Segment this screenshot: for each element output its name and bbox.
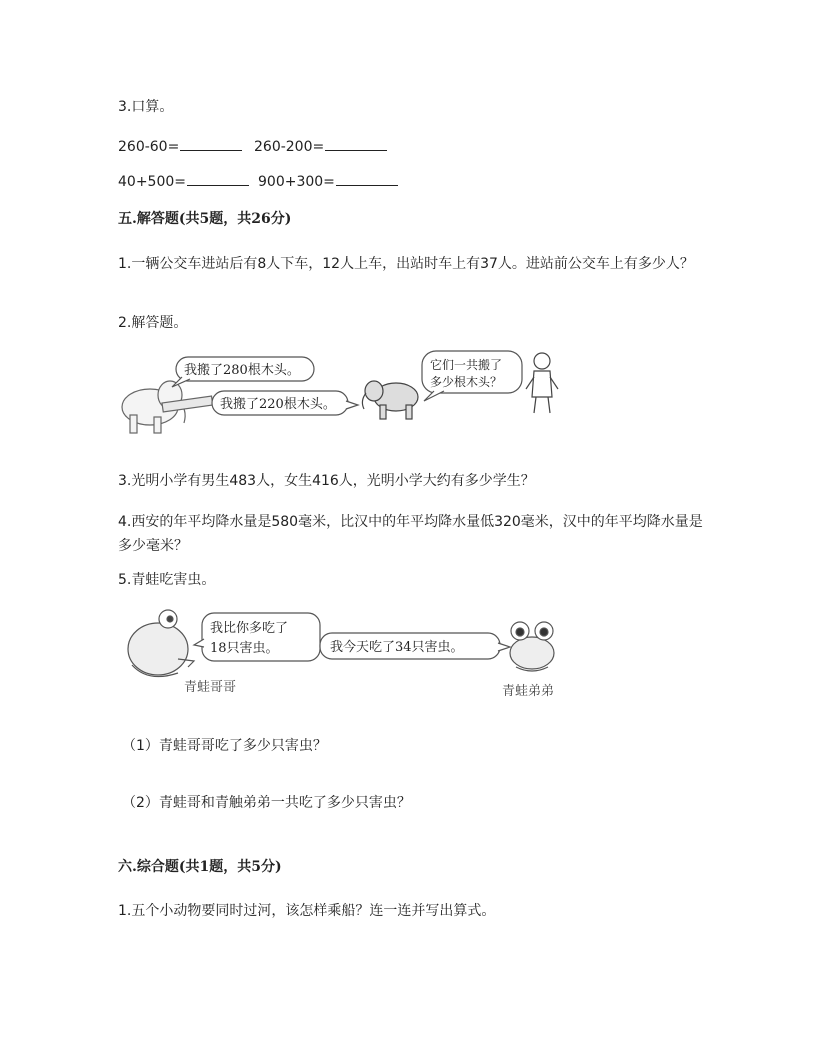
sub-question: （2）青蛙哥和青触弟弟一共吃了多少只害虫？ (122, 795, 411, 811)
section-heading: 六.综合题(共1题，共5分) (118, 859, 282, 875)
frog-label: 青蛙哥哥 (184, 680, 237, 695)
bubble-text: 它们一共搬了 (430, 358, 503, 372)
elephant-icon (362, 381, 418, 419)
arithmetic-item (118, 136, 242, 157)
question-text: 2.解答题。 (118, 315, 188, 331)
bubble-text: 我搬了280根木头。 (184, 363, 300, 378)
bubble-text: 我比你多吃了 (210, 621, 289, 636)
speech-bubble (212, 391, 358, 415)
expression-text: 40+500= (118, 174, 186, 190)
question-text: 4.西安的年平均降水量是580毫米，比汉中的年平均降水量低320毫米，汉中的年平均降水量是多少毫米？ (118, 514, 703, 554)
answer-blank (336, 171, 398, 186)
sub-question: （1）青蛙哥哥吃了多少只害虫？ (122, 738, 327, 754)
bubble-text: 我今天吃了34只害虫。 (330, 640, 464, 655)
answer-blank (187, 171, 249, 186)
question-text: 3.光明小学有男生483人，女生416人，光明小学大约有多少学生？ (118, 473, 535, 489)
frogs-illustration (118, 605, 578, 705)
arithmetic-item (258, 171, 398, 192)
expression-text: 260-60= (118, 139, 180, 155)
speech-bubble (172, 357, 314, 387)
question-text: 1.一辆公交车进站后有8人下车，12人上车，出站时车上有37人。进站前公交车上有多少人？ (118, 256, 694, 272)
expression-text: 900+300= (258, 174, 335, 190)
frog-icon (128, 610, 194, 677)
question-title: 3.口算。 (118, 99, 174, 115)
frog-icon (510, 622, 554, 671)
arithmetic-item (118, 171, 249, 192)
answer-blank (325, 136, 387, 151)
frog-label: 青蛙弟弟 (502, 684, 555, 699)
speech-bubble (422, 351, 522, 401)
child-icon (526, 353, 558, 413)
bubble-text: 18只害虫。 (210, 641, 279, 656)
elephant-icon (122, 381, 213, 433)
answer-blank (180, 136, 242, 151)
speech-bubble (194, 613, 320, 661)
expression-text: 260-200= (254, 139, 325, 155)
question-text: 1.五个小动物要同时过河，该怎样乘船？连一连并写出算式。 (118, 903, 496, 919)
arithmetic-item (254, 136, 387, 157)
bubble-text: 多少根木头？ (430, 375, 503, 389)
speech-bubble (320, 633, 510, 659)
bubble-text: 我搬了220根木头。 (220, 397, 336, 412)
section-heading: 五.解答题(共5题，共26分) (118, 211, 292, 227)
elephants-illustration (118, 345, 568, 440)
question-text: 5.青蛙吃害虫。 (118, 572, 216, 588)
